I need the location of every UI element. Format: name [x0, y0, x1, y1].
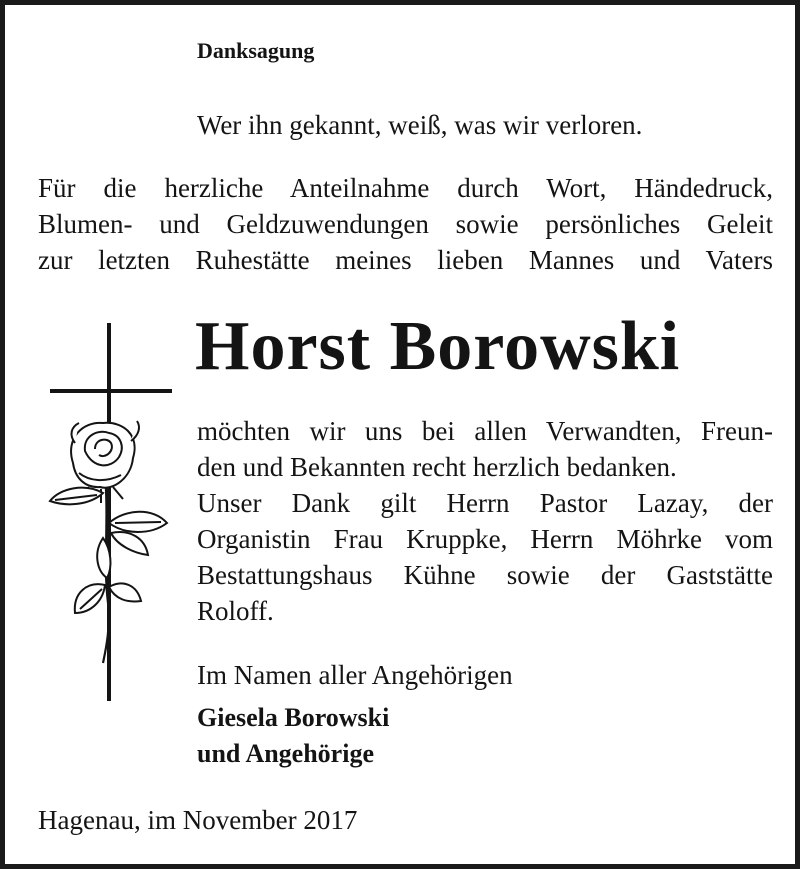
signer-block — [197, 700, 389, 772]
body-paragraph — [197, 413, 773, 629]
closing-line: Im Namen aller Angehörigen — [197, 660, 513, 690]
body-line: Unser Dank gilt Herrn Pastor Lazay, der — [197, 488, 773, 518]
body-line: Bestattungshaus Kühne sowie der Gaststätte — [197, 560, 773, 590]
notice-heading: Danksagung — [197, 38, 315, 63]
signer-name: Giesela Borowski — [197, 703, 390, 732]
signer-suffix: und Angehörige — [197, 739, 374, 768]
body-line: den und Bekannten recht herzlich bedanken. — [197, 452, 677, 482]
body-line: Roloff. — [197, 596, 274, 626]
cross-with-rose-icon — [45, 323, 180, 705]
body-line: möchten wir uns bei allen Verwandten, Freun- — [197, 416, 773, 446]
motto-line: Wer ihn gekannt, weiß, was wir verloren. — [197, 110, 643, 140]
intro-line: Blumen- und Geldzuwendungen sowie persönliches Geleit — [38, 209, 773, 239]
intro-line: Für die herzliche Anteilnahme durch Wort, Händedruck, — [38, 173, 773, 203]
place-date: Hagenau, im November 2017 — [38, 805, 358, 835]
deceased-name: Horst Borowski — [195, 308, 681, 385]
intro-paragraph — [38, 170, 773, 278]
body-line: Organistin Frau Kruppke, Herrn Möhrke vom — [197, 524, 773, 554]
intro-line: zur letzten Ruhestätte meines lieben Mannes und Vaters — [38, 245, 773, 275]
